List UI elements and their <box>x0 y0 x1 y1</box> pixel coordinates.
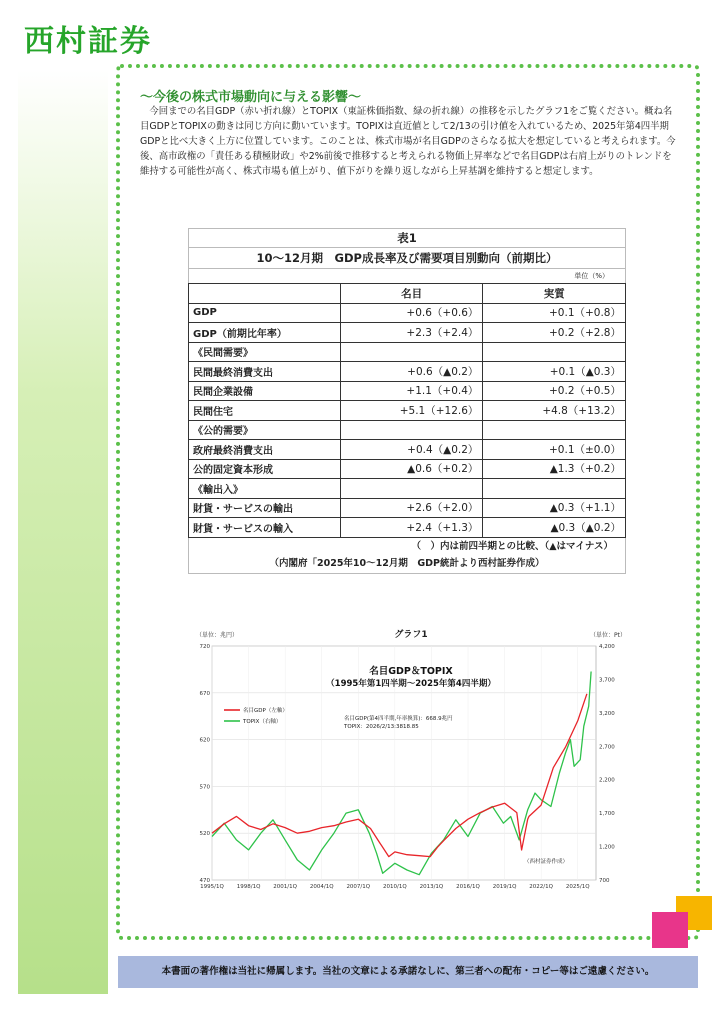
table-row <box>189 381 626 401</box>
table-row <box>189 323 626 343</box>
real-value: ▲0.3（+1.1） <box>483 498 626 518</box>
table-body <box>189 303 626 537</box>
real-value: +0.1（▲0.3） <box>483 362 626 382</box>
row-label: 財貨・サービスの輸出 <box>189 498 341 518</box>
real-value: +4.8（+13.2） <box>483 401 626 421</box>
nominal-value: +0.6（+0.6） <box>340 303 483 323</box>
right-tick-label: 3,200 <box>599 710 615 717</box>
real-value <box>483 342 626 362</box>
right-tick-label: 1,200 <box>599 844 615 851</box>
table-row <box>189 518 626 538</box>
left-axis-unit: （単位：兆円） <box>196 632 239 639</box>
chart-subtitle: （1995年第1四半期～2025年第4四半期） <box>326 679 496 689</box>
nominal-value: +2.6（+2.0） <box>340 498 483 518</box>
right-tick-label: 2,700 <box>599 744 615 751</box>
nominal-value <box>340 420 483 440</box>
nominal-value: +2.4（+1.3） <box>340 518 483 538</box>
chart-credit: （西村証券作成） <box>523 859 568 865</box>
gdp-table-block <box>188 228 626 574</box>
nominal-value: +2.3（+2.4） <box>340 323 483 343</box>
left-tick-label: 620 <box>199 737 210 744</box>
legend-label: TOPIX（右軸） <box>243 719 282 725</box>
row-label: GDP <box>189 303 341 323</box>
annotation-gdp: 名目GDP(第4四半期,年率換算)：668.9兆円 <box>344 716 453 722</box>
x-tick-label: 2013/1Q <box>419 884 444 890</box>
table-row <box>189 498 626 518</box>
table-row <box>189 479 626 499</box>
x-tick-label: 2016/1Q <box>456 884 480 890</box>
row-label: 政府最終消費支出 <box>189 440 341 460</box>
x-tick-label: 2001/1Q <box>273 884 297 890</box>
copyright-footer: 本書面の著作権は当社に帰属します。当社の文章による承諾なしに、第三者への配布・コピー等はご遠慮ください。 <box>118 956 698 988</box>
real-value: ▲1.3（+0.2） <box>483 459 626 479</box>
row-label: 民間企業設備 <box>189 381 341 401</box>
table-row <box>189 440 626 460</box>
real-value: +0.1（±0.0） <box>483 440 626 460</box>
left-tick-label: 520 <box>199 831 210 838</box>
left-tick-label: 470 <box>199 878 210 884</box>
x-tick-label: 2022/1Q <box>529 884 553 890</box>
row-label: 《輸出入》 <box>189 479 341 499</box>
nominal-value: +5.1（+12.6） <box>340 401 483 421</box>
table-row <box>189 401 626 421</box>
table-header-row <box>189 284 626 304</box>
table-row <box>189 420 626 440</box>
real-value: ▲0.3（▲0.2） <box>483 518 626 538</box>
left-tick-label: 670 <box>199 690 210 697</box>
chart-title: 名目GDP＆TOPIX <box>369 666 453 677</box>
table-note: （ ）内は前四半期との比較、（▲はマイナス） <box>188 538 626 555</box>
nominal-value: ▲0.6（+0.2） <box>340 459 483 479</box>
right-tick-label: 1,700 <box>599 811 615 818</box>
chart-heading: グラフ1 <box>394 630 428 640</box>
row-label: GDP（前期比年率） <box>189 323 341 343</box>
real-value <box>483 420 626 440</box>
right-tick-label: 2,200 <box>599 777 615 784</box>
table-unit: 単位（%） <box>188 268 626 283</box>
table-row <box>189 342 626 362</box>
annotation-topix: TOPIX：2026/2/13:3818.85 <box>344 724 419 730</box>
real-value: +0.1（+0.8） <box>483 303 626 323</box>
table-row <box>189 303 626 323</box>
row-label: 財貨・サービスの輸入 <box>189 518 341 538</box>
nominal-value: +0.6（▲0.2） <box>340 362 483 382</box>
x-tick-label: 2019/1Q <box>492 884 517 890</box>
header-blank <box>189 284 341 304</box>
left-tick-label: 570 <box>199 784 210 791</box>
side-decoration-strip <box>18 70 108 994</box>
x-tick-label: 2010/1Q <box>383 884 407 890</box>
nominal-value <box>340 479 483 499</box>
real-value <box>483 479 626 499</box>
table-subtitle: 10～12月期 GDP成長率及び需要項目別動向（前期比） <box>188 247 626 268</box>
nominal-value: +0.4（▲0.2） <box>340 440 483 460</box>
x-tick-label: 1995/1Q <box>200 884 224 890</box>
table-title: 表1 <box>188 228 626 247</box>
right-axis-unit: （単位：Pt） <box>590 632 626 639</box>
row-label: 民間最終消費支出 <box>189 362 341 382</box>
gdp-topix-chart <box>196 626 626 892</box>
row-label: 民間住宅 <box>189 401 341 421</box>
table-source: （内閣府「2025年10～12月期 GDP統計より西村証券作成） <box>188 555 626 574</box>
row-label: 《民間需要》 <box>189 342 341 362</box>
decorative-pink-square <box>652 912 688 948</box>
legend-label: 名目GDP（左軸） <box>243 708 288 714</box>
real-value: +0.2（+2.8） <box>483 323 626 343</box>
header-real: 実質 <box>483 284 626 304</box>
x-tick-label: 2004/1Q <box>309 884 334 890</box>
table-row <box>189 362 626 382</box>
x-tick-label: 2025/1Q <box>565 884 590 890</box>
real-value: +0.2（+0.5） <box>483 381 626 401</box>
section-title: ～今後の株式市場動向に与える影響～ <box>140 90 362 105</box>
row-label: 《公的需要》 <box>189 420 341 440</box>
x-tick-label: 2007/1Q <box>346 884 371 890</box>
nominal-value <box>340 342 483 362</box>
right-tick-label: 3,700 <box>599 677 615 684</box>
company-logo: 西村証券 <box>24 24 152 59</box>
nominal-value: +1.1（+0.4） <box>340 381 483 401</box>
table-row <box>189 459 626 479</box>
right-tick-label: 4,200 <box>599 644 615 650</box>
body-paragraph: 今回までの名目GDP（赤い折れ線）とTOPIX（東証株価指数、緑の折れ線）の推移を示したグラフ1をご覧ください。概ね名目GDPとTOPIXの動きは同じ方向に動いています。TOPIXは直近値として2/13の引け値を入れているため、2025年第4四半期GDPと比べ大きく上方に位置しています。このことは、株式市場が名目GDPのさらなる拡大を想定していると考えられます。今後、高市政権の「責任ある積極財政」や2%前後で推移すると考えられる物価上昇率などで名目GDPは右肩上がりのトレンドを維持する可能性が高く、株式市場も値上がり、値下がりを繰り返しながら上昇基調を維持すると想定します。 <box>140 106 676 177</box>
x-tick-label: 1998/1Q <box>236 884 261 890</box>
gdp-table <box>188 283 626 538</box>
left-tick-label: 720 <box>199 644 210 650</box>
header-nominal: 名目 <box>340 284 483 304</box>
row-label: 公的固定資本形成 <box>189 459 341 479</box>
right-tick-label: 700 <box>599 878 610 884</box>
